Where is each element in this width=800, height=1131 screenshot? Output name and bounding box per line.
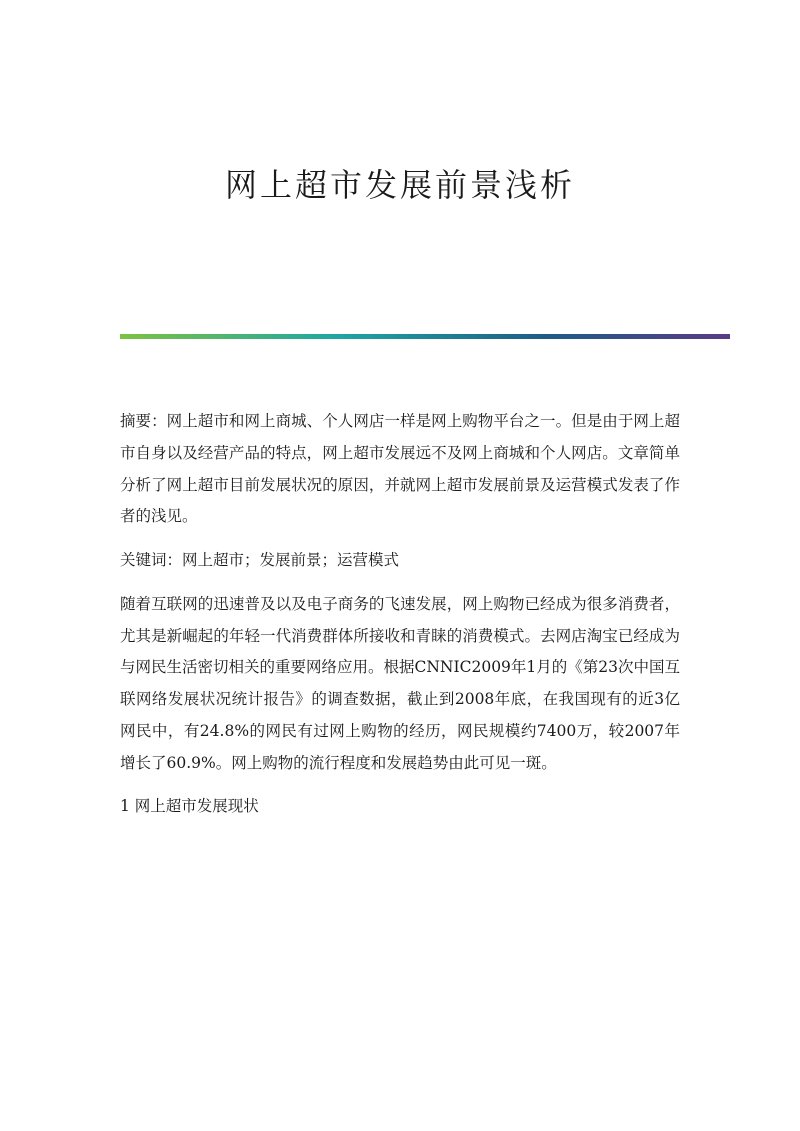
abstract-paragraph: 摘要：网上超市和网上商城、个人网店一样是网上购物平台之一。但是由于网上超市自身以及经营产品的特点，网上超市发展远不及网上商城和个人网店。文章简单分析了网上超市目前发展状况的原因，并就网上超市发展前景及运营模式发表了作者的浅见。	[120, 412, 680, 526]
keywords-paragraph: 关键词：网上超市；发展前景；运营模式	[120, 551, 400, 570]
title-divider	[120, 334, 730, 339]
document-body	[120, 406, 680, 823]
intro-paragraph: 随着互联网的迅速普及以及电子商务的飞速发展，网上购物已经成为很多消费者，尤其是新崛起的年轻一代消费群体所接收和青睐的消费模式。去网店淘宝已经成为与网民生活密切相关的重要网络应用。根据CNNIC2009年1月的《第23次中国互联网络发展状况统计报告》的调查数据，截止到2008年底，在我国现有的近3亿网民中，有24.8%的网民有过网上购物的经历，网民规模约7400万，较2007年增长了60.9%。网上购物的流行程度和发展趋势由此可见一斑。	[120, 594, 681, 772]
document-title: 网上超市发展前景浅析	[224, 166, 575, 204]
section-heading: 1 网上超市发展现状	[120, 797, 259, 816]
